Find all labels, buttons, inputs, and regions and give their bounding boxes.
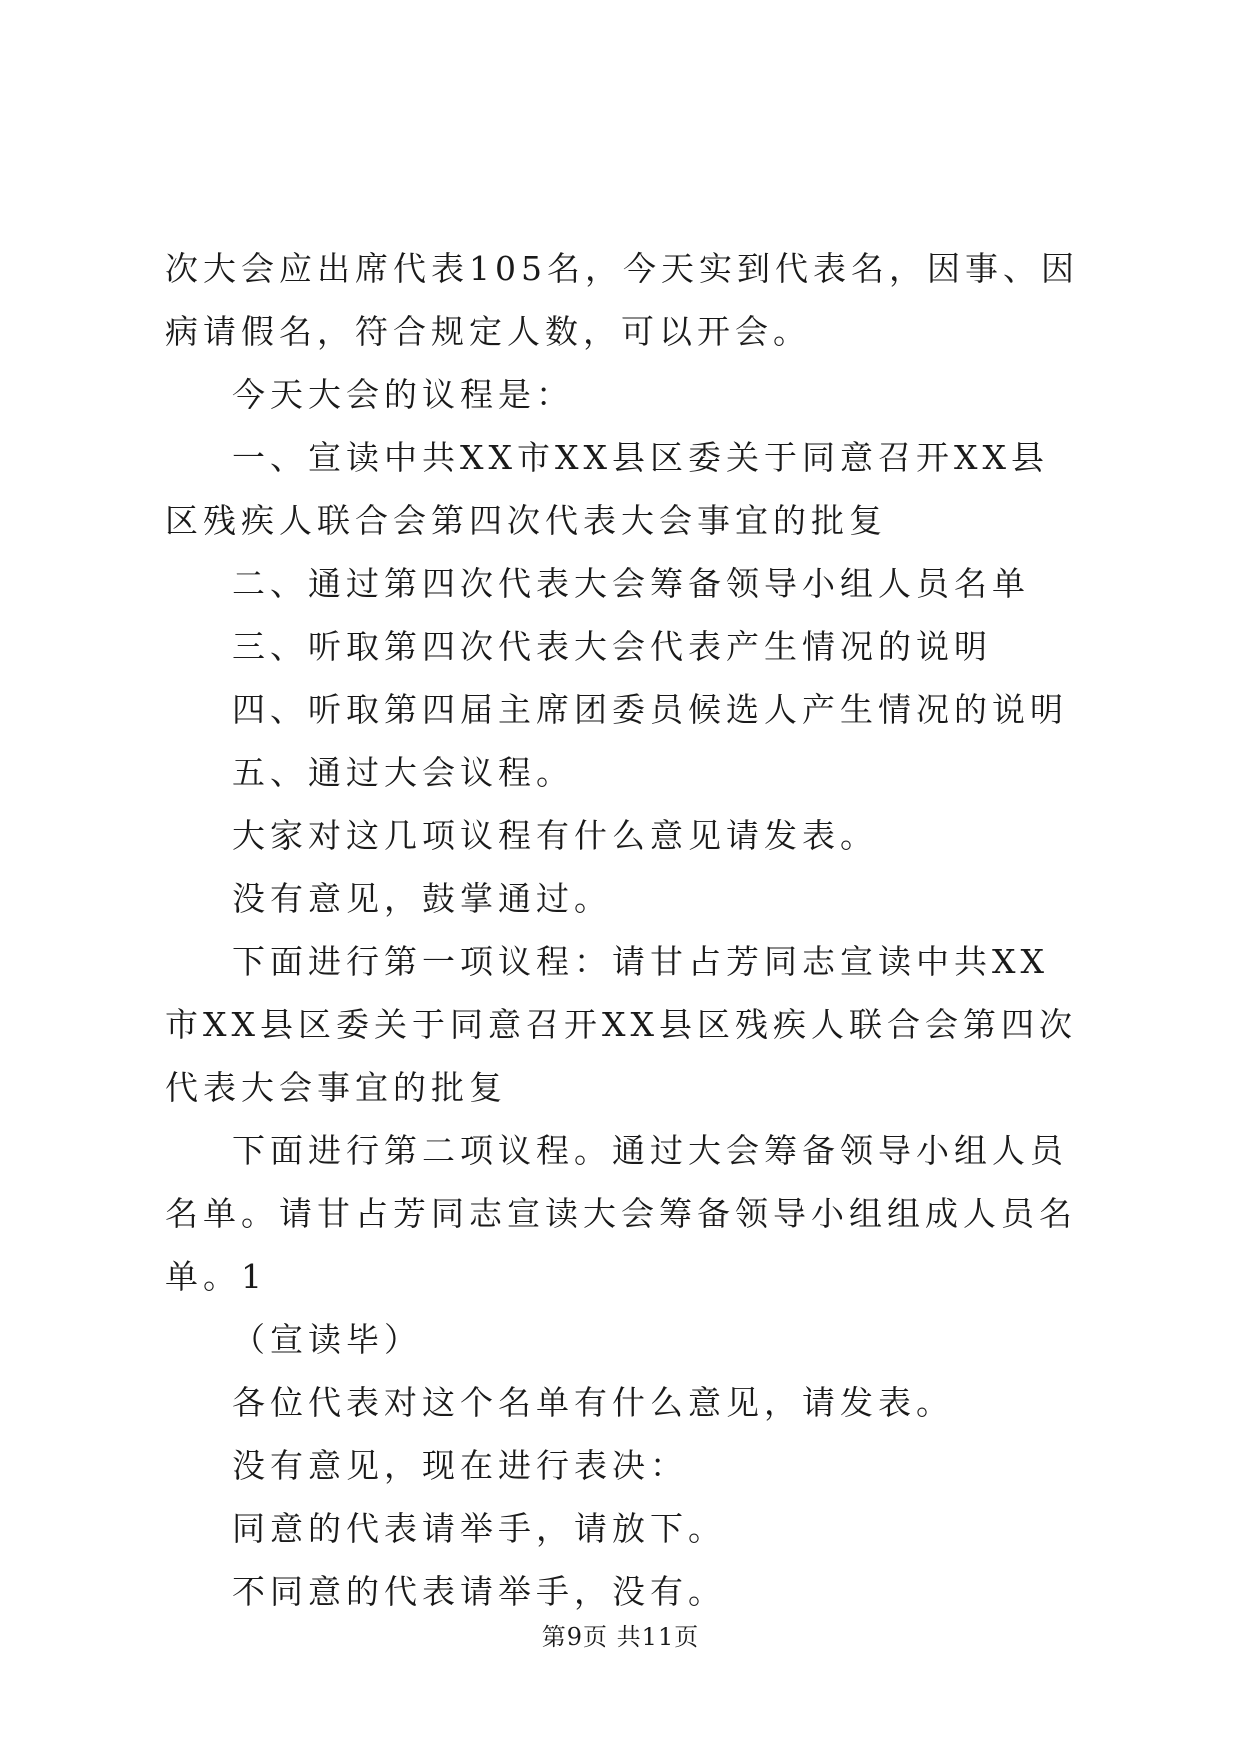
paragraph-attendance: 次大会应出席代表105名，今天实到代表名，因事、因病请假名，符合规定人数，可以开会。 (165, 249, 1079, 351)
paragraph-second-item: 下面进行第二项议程。通过大会筹备领导小组人员名单。请甘占芳同志宣读大会筹备领导小组组成人员名单。1 (165, 1131, 1077, 1296)
paragraph-vote-start: 没有意见，现在进行表决： (232, 1446, 688, 1485)
paragraph-agenda-item-2: 二、通过第四次代表大会筹备领导小组人员名单 (232, 564, 1030, 603)
paragraph-reading-done: （宣读毕） (232, 1320, 422, 1359)
paragraph-vote-agree: 同意的代表请举手，请放下。 (232, 1509, 726, 1548)
paragraph-opinion-request: 大家对这几项议程有什么意见请发表。 (232, 816, 878, 855)
paragraph-applause-passed: 没有意见，鼓掌通过。 (232, 879, 612, 918)
paragraph-agenda-item-1: 一、宣读中共XX市XX县区委关于同意召开XX县区残疾人联合会第四次代表大会事宜的批复 (165, 438, 1049, 540)
paragraph-vote-disagree: 不同意的代表请举手，没有。 (232, 1572, 726, 1611)
paragraph-agenda-intro: 今天大会的议程是： (232, 375, 574, 414)
page-number-footer: 第9页 共11页 (541, 1623, 700, 1651)
paragraph-first-item: 下面进行第一项议程：请甘占芳同志宣读中共XX市XX县区委关于同意召开XX县区残疾人联合会第四次代表大会事宜的批复 (165, 942, 1077, 1107)
paragraph-agenda-item-4: 四、听取第四届主席团委员候选人产生情况的说明 (232, 690, 1068, 729)
document-body (165, 237, 1085, 1623)
paragraph-agenda-item-5: 五、通过大会议程。 (232, 753, 574, 792)
paragraph-agenda-item-3: 三、听取第四次代表大会代表产生情况的说明 (232, 627, 992, 666)
paragraph-list-opinion: 各位代表对这个名单有什么意见，请发表。 (232, 1383, 954, 1422)
